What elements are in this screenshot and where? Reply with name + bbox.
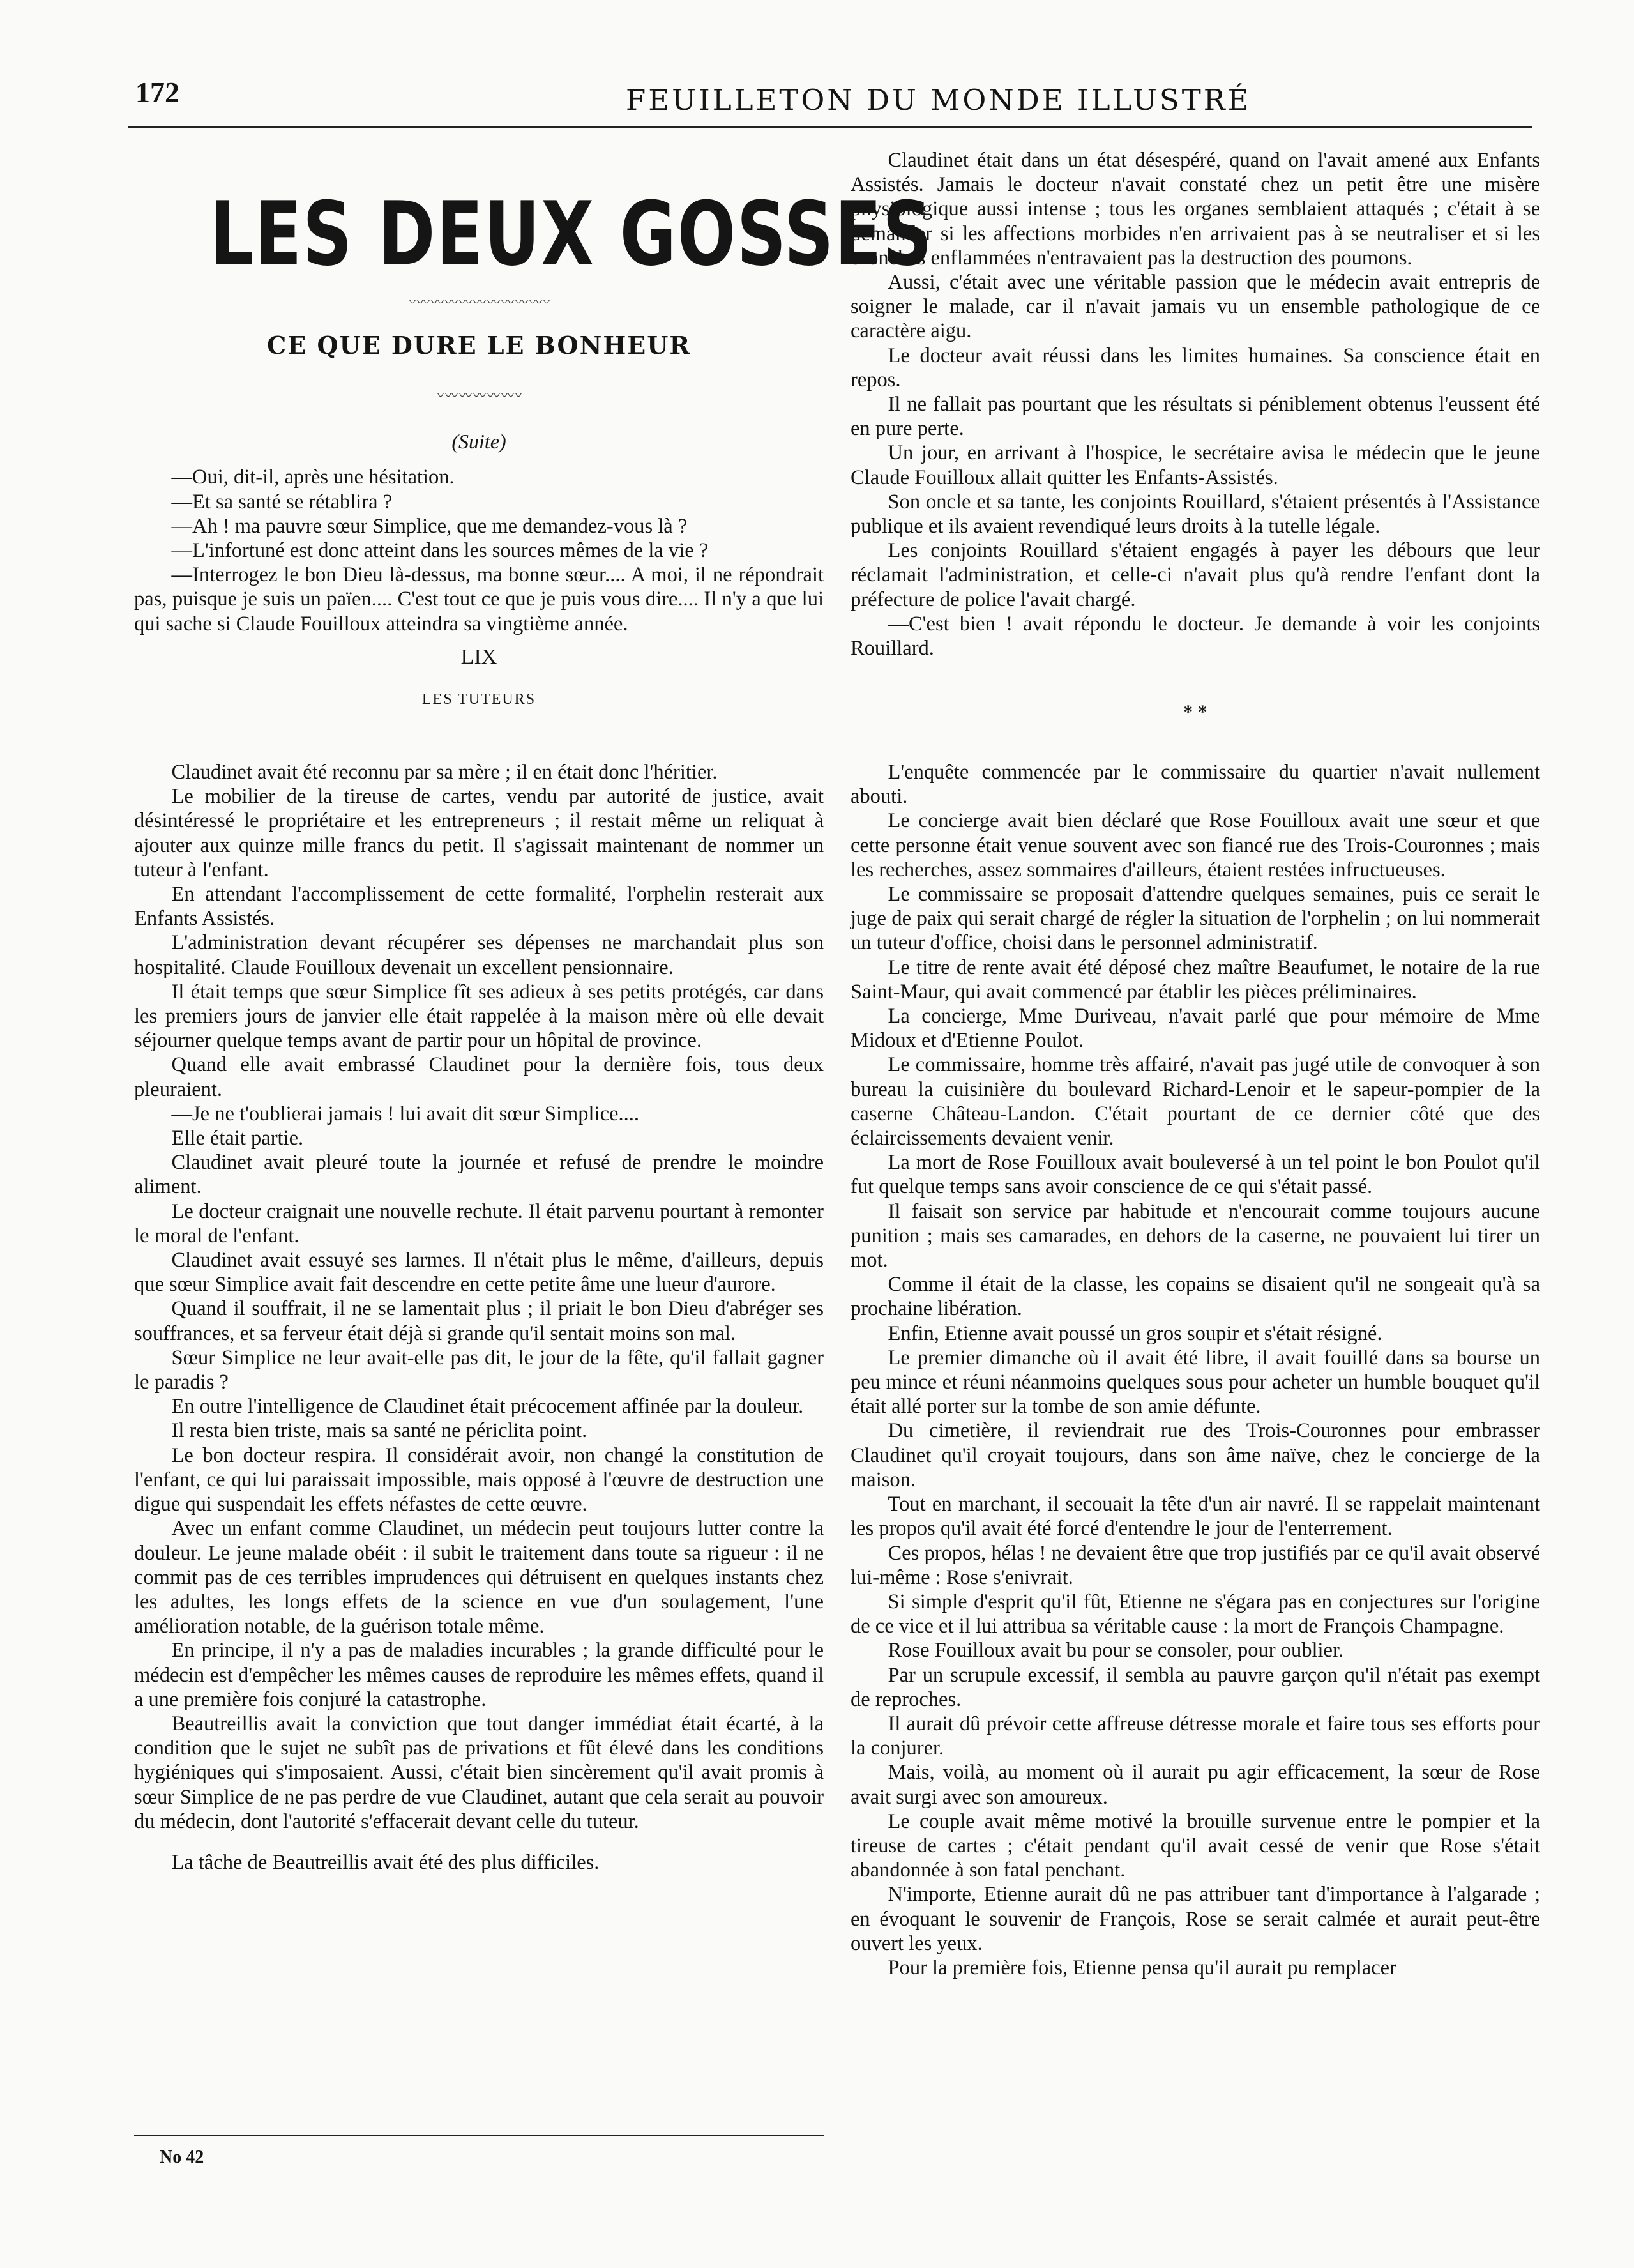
- paragraph: —Ah ! ma pauvre sœur Simplice, que me demandez-vous là ?: [171, 514, 688, 538]
- paragraph: Le couple avait même motivé la brouille survenue entre le pompier et la tireuse de cartes ; c'était pendant qu'il avait cessé de venir que Rose s'était abandonnée à son fatal penchant.: [851, 1809, 1540, 1882]
- paragraph: Claudinet avait été reconnu par sa mère ; il en était donc l'héritier.: [171, 761, 718, 784]
- paragraph: —Je ne t'oublierai jamais ! lui avait dit sœur Simplice....: [171, 1102, 639, 1125]
- paragraph: Claudinet avait essuyé ses larmes. Il n'était plus le même, d'ailleurs, depuis que sœur Simplice avait fait descendre en cette petite âme une lueur d'aurore.: [134, 1249, 824, 1297]
- paragraph: En principe, il n'y a pas de maladies incurables ; la grande difficulté pour le médecin est d'empêcher les mêmes causes de reproduire les mêmes effets, quand il a une première fois conjuré la catastrophe.: [134, 1639, 824, 1711]
- paragraph: Il resta bien triste, mais sa santé ne périclita point.: [171, 1419, 587, 1443]
- paragraph: Ces propos, hélas ! ne devaient être que trop justifiés par ce qu'il avait observé lui-même : Rose s'enivrait.: [851, 1541, 1540, 1589]
- paragraph: Quand il souffrait, il ne se lamentait plus ; il priait le bon Dieu d'abréger ses souffrances, et sa ferveur était déjà si grande qu'il sentait moins son mal.: [134, 1297, 824, 1345]
- paragraph: L'administration devant récupérer ses dépenses ne marchandait plus son hospitalité. Claude Fouilloux devenait un excellent pensionnaire.: [134, 931, 824, 979]
- paragraph: —L'infortuné est donc atteint dans les sources mêmes de la vie ?: [171, 539, 709, 563]
- right-column-bottom: [851, 760, 1540, 1980]
- paragraph: Il ne fallait pas pourtant que les résultats si péniblement obtenus l'eussent été en pure perte.: [851, 393, 1540, 441]
- paragraph: Elle était partie.: [171, 1127, 304, 1150]
- paragraph: —Et sa santé se rétablira ?: [171, 490, 393, 514]
- paragraph: Le concierge avait bien déclaré que Rose Fouilloux avait une sœur et que cette personne était venue souvent avec son fiancé rue des Trois-Couronnes ; mais les recherches, assez sommaires d'ailleurs, étaient restées infructueuses.: [851, 809, 1540, 881]
- paragraph: —Interrogez le bon Dieu là-dessus, ma bonne sœur.... A moi, il ne répondrait pas, puisque je suis un païen.... C'est tout ce que je puis vous dire.... Il n'y a que lui qui sache si Claude Fouilloux atteindra sa vingtième année.: [134, 563, 824, 635]
- paragraph: Aussi, c'était avec une véritable passion que le médecin avait entrepris de soigner le malade, car il n'avait jamais vu un ensemble pathologique de ce caractère aigu.: [851, 271, 1540, 343]
- paragraph: Du cimetière, il reviendrait rue des Trois-Couronnes pour embrasser Claudinet qu'il croyait toujours, dans son âme naïve, chez le concierge de la maison.: [851, 1419, 1540, 1491]
- paragraph: L'enquête commencée par le commissaire du quartier n'avait nullement abouti.: [851, 761, 1540, 809]
- footer-rule: [134, 2135, 824, 2136]
- paragraph: Pour la première fois, Etienne pensa qu'il aurait pu remplacer: [888, 1956, 1396, 1979]
- paragraph: Le commissaire se proposait d'attendre quelques semaines, puis ce serait le juge de paix qui serait chargé de régler la situation de l'orphelin ; on lui nommerait un tuteur d'office, choisi dans le personnel administratif.: [851, 883, 1540, 955]
- ornament-divider-small: 〰〰〰〰〰〰: [437, 388, 521, 405]
- paragraph: Comme il était de la classe, les copains se disaient qu'il ne songeait qu'à sa prochaine libération.: [851, 1273, 1540, 1321]
- paragraph: Tout en marchant, il secouait la tête d'un air navré. Il se rappelait maintenant les propos qu'il avait été forcé d'entendre le jour de l'enterrement.: [851, 1493, 1540, 1541]
- chapter-number: LIX: [460, 644, 497, 669]
- header-rule: [128, 126, 1532, 128]
- paragraph: Le docteur craignait une nouvelle rechute. Il était parvenu pourtant à remonter le moral de l'enfant.: [134, 1199, 824, 1247]
- paragraph: —C'est bien ! avait répondu le docteur. Je demande à voir les conjoints Rouillard.: [851, 612, 1540, 660]
- paragraph: Par un scrupule excessif, il sembla au pauvre garçon qu'il n'était pas exempt de reproches.: [851, 1663, 1540, 1711]
- paragraph: Un jour, en arrivant à l'hospice, le secrétaire avisa le médecin que le jeune Claude Fouilloux allait quitter les Enfants-Assistés.: [851, 441, 1540, 489]
- paragraph: Le commissaire, homme très affairé, n'avait pas jugé utile de convoquer à son bureau la cuisinière du boulevard Richard-Lenoir et le sapeur-pompier de la caserne Château-Landon. C'était pourtant de ce dernier côté que des éclaircissements devaient venir.: [851, 1053, 1540, 1150]
- paragraph: En attendant l'accomplissement de cette formalité, l'orphelin resterait aux Enfants Assistés.: [134, 883, 824, 931]
- running-head: FEUILLETON DU MONDE ILLUSTRÉ: [626, 83, 1252, 117]
- article-subtitle: CE QUE DURE LE BONHEUR: [267, 331, 691, 360]
- article-title: LES DEUX GOSSES: [209, 183, 934, 285]
- paragraph: Le bon docteur respira. Il considérait avoir, non changé la constitution de l'enfant, ce qui lui paraissait impossible, mais opposé à l'œuvre de destruction une digue qui suspendait les effets néfastes de cette œuvre.: [134, 1443, 824, 1516]
- issue-number: No 42: [160, 2147, 204, 2167]
- dialogue-block: [134, 465, 824, 635]
- paragraph: Le titre de rente avait été déposé chez maître Beaufumet, le notaire de la rue Saint-Maur, qui avait commencé par établir les pièces préliminaires.: [851, 955, 1540, 1003]
- paragraph: —Oui, dit-il, après une hésitation.: [171, 466, 455, 489]
- paragraph: En outre l'intelligence de Claudinet était précocement affinée par la douleur.: [171, 1395, 804, 1419]
- paragraph: Claudinet avait pleuré toute la journée et refusé de prendre le moindre aliment.: [134, 1151, 824, 1199]
- paragraph: Quand elle avait embrassé Claudinet pour la dernière fois, tous deux pleuraient.: [134, 1053, 824, 1101]
- paragraph: Les conjoints Rouillard s'étaient engagés à payer les débours que leur réclamait l'administration, et celle-ci n'avait plus qu'à rendre l'enfant dont la préfecture de police l'avait chargé.: [851, 539, 1540, 611]
- suite-label: (Suite): [451, 430, 506, 453]
- section-separator: * *: [1183, 701, 1207, 723]
- paragraph: Avec un enfant comme Claudinet, un médecin peut toujours lutter contre la douleur. Le jeune malade obéit : il subit le traitement dans toute sa rigueur : il ne commit pas de ces terribles imprudences qui détruisent en quelques instants chez les adultes, les longs effets de la science en vue d'un soulagement, l'une amélioration notable, de la guérison totale même.: [134, 1517, 824, 1638]
- paragraph: Claudinet était dans un état désespéré, quand on l'avait amené aux Enfants Assistés. Jamais le docteur n'avait constaté chez un petit être une misère physiologique aussi intense ; tous les organes semblaient attaqués ; c'était à se demander si les affections morbides n'en arrivaient pas à se neutraliser et si les bronches enflammées n'entravaient pas la destruction des poumons.: [851, 149, 1540, 270]
- left-column-top: [134, 183, 934, 712]
- paragraph: La mort de Rose Fouilloux avait bouleversé à un tel point le bon Poulot qu'il fut quelque temps sans avoir conscience de ce qui s'était passé.: [851, 1151, 1540, 1199]
- paragraph: Enfin, Etienne avait poussé un gros soupir et s'était résigné.: [888, 1321, 1382, 1345]
- paragraph: Si simple d'esprit qu'il fût, Etienne ne s'égara pas en conjectures sur l'origine de ce vice et il lui attribua sa véritable cause : la mort de François Champagne.: [851, 1590, 1540, 1638]
- paragraph: Le premier dimanche où il avait été libre, il avait fouillé dans sa bourse un peu mince et réuni néanmoins quelques sous pour acheter un humble bouquet qu'il était allé porter sur la tombe de son amie défunte.: [851, 1346, 1540, 1419]
- paragraph: Beautreillis avait la conviction que tout danger immédiat était écarté, à la condition que le sujet ne subît pas de privations et fût élevé dans les conditions hygiéniques qui s'imposaient. Aussi, c'était bien sincèrement qu'il avait promis à sœur Simplice de ne pas perdre de vue Claudinet, autant que cela serait au pouvoir du médecin, dont l'autorité s'effacerait devant celle du tuteur.: [134, 1712, 824, 1833]
- ornament-divider: 〰〰〰〰〰〰〰〰〰〰: [409, 294, 549, 311]
- paragraph: N'importe, Etienne aurait dû ne pas attribuer tant d'importance à l'algarade ; en évoquant le souvenir de François, Rose se serait calmée et aurait peut-être ouvert les yeux.: [851, 1883, 1540, 1955]
- right-column-top: [851, 148, 1540, 732]
- page-number: 172: [135, 76, 179, 109]
- paragraph: Le docteur avait réussi dans les limites humaines. Sa conscience était en repos.: [851, 344, 1540, 392]
- paragraph: Il était temps que sœur Simplice fît ses adieux à ses petits protégés, car dans les premiers jours de janvier elle était rappelée à la maison mère où elle devait séjourner quelque temps avant de partir pour un hôpital de province.: [134, 980, 824, 1053]
- paragraph: Sœur Simplice ne leur avait-elle pas dit, le jour de la fête, qu'il fallait gagner le paradis ?: [134, 1346, 824, 1394]
- paragraph: Il faisait son service par habitude et n'encourait comme toujours aucune punition ; mais ses camarades, en dehors de la caserne, ne pouvaient lui tirer un mot.: [851, 1199, 1540, 1272]
- paragraph: Le mobilier de la tireuse de cartes, vendu par autorité de justice, avait désintéressé le propriétaire et les entrepreneurs ; il restait même un reliquat à ajouter aux quinze mille francs du petit. Il s'agissait maintenant de nommer un tuteur à l'enfant.: [134, 785, 824, 881]
- paragraph: Il aurait dû prévoir cette affreuse détresse morale et faire tous ses efforts pour la conjurer.: [851, 1712, 1540, 1760]
- paragraph: Rose Fouilloux avait bu pour se consoler, pour oublier.: [888, 1639, 1344, 1663]
- paragraph: La tâche de Beautreillis avait été des plus difficiles.: [171, 1850, 600, 1874]
- paragraph: La concierge, Mme Duriveau, n'avait parlé que pour mémoire de Mme Midoux et d'Etienne Poulot.: [851, 1005, 1540, 1053]
- left-column-bottom: [134, 760, 824, 1875]
- chapter-title: LES TUTEURS: [421, 691, 536, 708]
- paragraph: Son oncle et sa tante, les conjoints Rouillard, s'étaient présentés à l'Assistance publique et ils avaient revendiqué leurs droits à la tutelle légale.: [851, 490, 1540, 538]
- paragraph: Mais, voilà, au moment où il aurait pu agir efficacement, la sœur de Rose avait surgi avec son amoureux.: [851, 1761, 1540, 1809]
